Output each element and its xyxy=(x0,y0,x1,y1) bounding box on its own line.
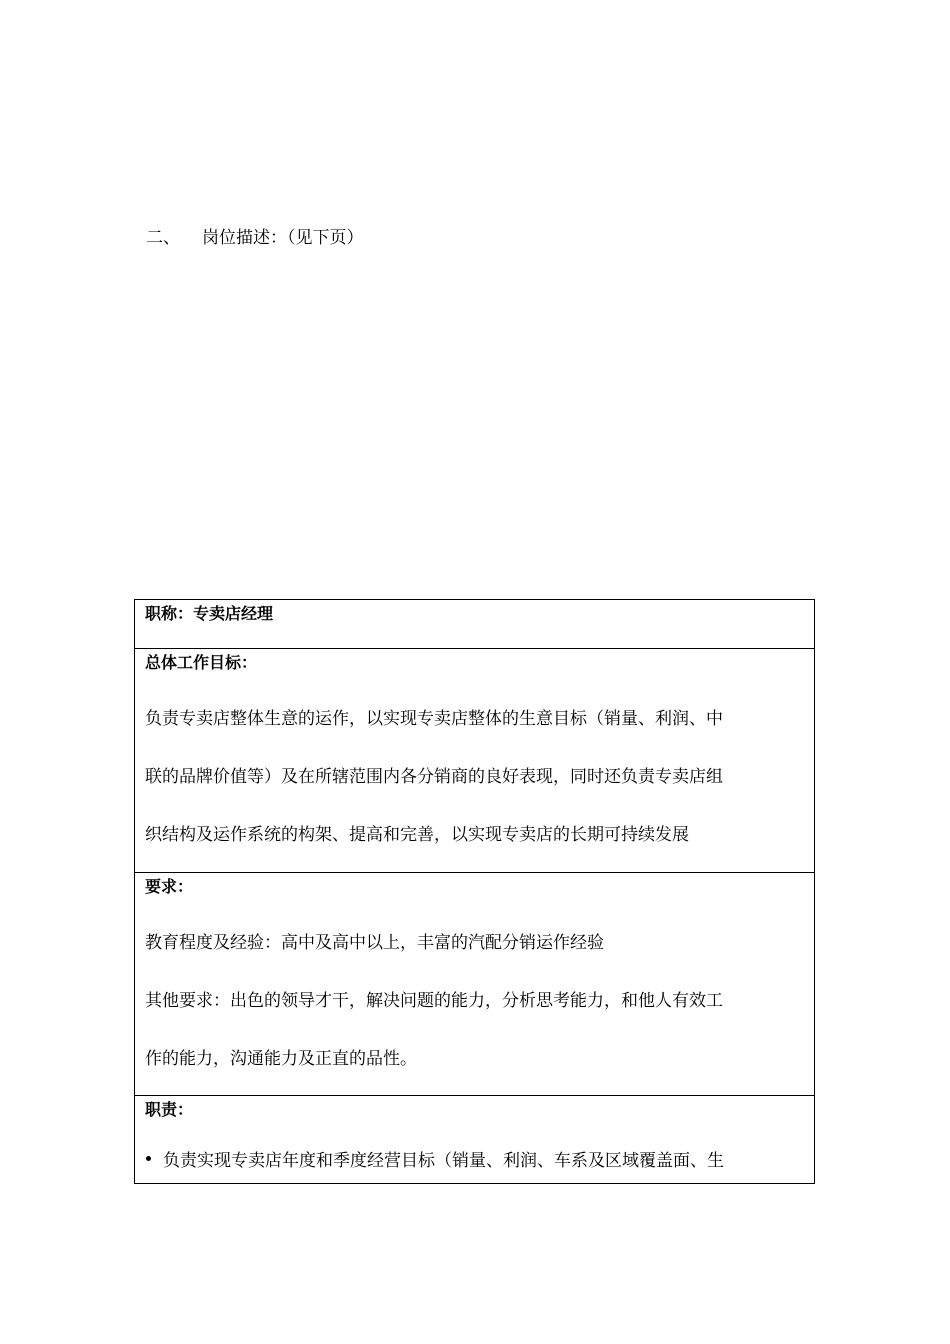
duty-text: 负责实现专卖店年度和季度经营目标（销量、利润、车系及区域覆盖面、生 xyxy=(163,1151,724,1171)
job-title-label: 职称：专卖店经理 xyxy=(145,604,274,623)
requirements-label: 要求： xyxy=(145,877,194,896)
other-requirement-line: 其他要求：出色的领导才干，解决问题的能力，分析思考能力，和他人有效工 xyxy=(145,991,723,1011)
requirements-row xyxy=(135,873,814,1096)
section-number: 二、 xyxy=(146,228,180,248)
overall-goal-label: 总体工作目标： xyxy=(145,653,258,672)
education-requirement: 教育程度及经验：高中及高中以上，丰富的汽配分销运作经验 xyxy=(145,933,604,953)
bullet-icon xyxy=(146,1156,151,1161)
section-heading xyxy=(146,226,364,250)
overall-goal-text xyxy=(145,690,804,864)
goal-line: 联的品牌价值等）及在所辖范围内各分销商的良好表现，同时还负责专卖店组 xyxy=(145,767,723,787)
section-title: 岗位描述：（见下页） xyxy=(202,228,364,248)
goal-line: 负责专卖店整体生意的运作，以实现专卖店整体的生意目标（销量、利润、中 xyxy=(145,709,723,729)
other-requirement-line: 作的能力，沟通能力及正直的品性。 xyxy=(145,1049,417,1069)
job-title-row xyxy=(135,600,814,649)
job-description-table xyxy=(134,599,815,1184)
duties-label: 职责： xyxy=(145,1100,194,1119)
other-requirements xyxy=(145,972,804,1088)
duties-row xyxy=(135,1096,814,1183)
duty-list-item xyxy=(145,1148,804,1174)
goal-line: 织结构及运作系统的构架、提高和完善，以实现专卖店的长期可持续发展 xyxy=(145,825,689,845)
overall-goal-row xyxy=(135,649,814,873)
